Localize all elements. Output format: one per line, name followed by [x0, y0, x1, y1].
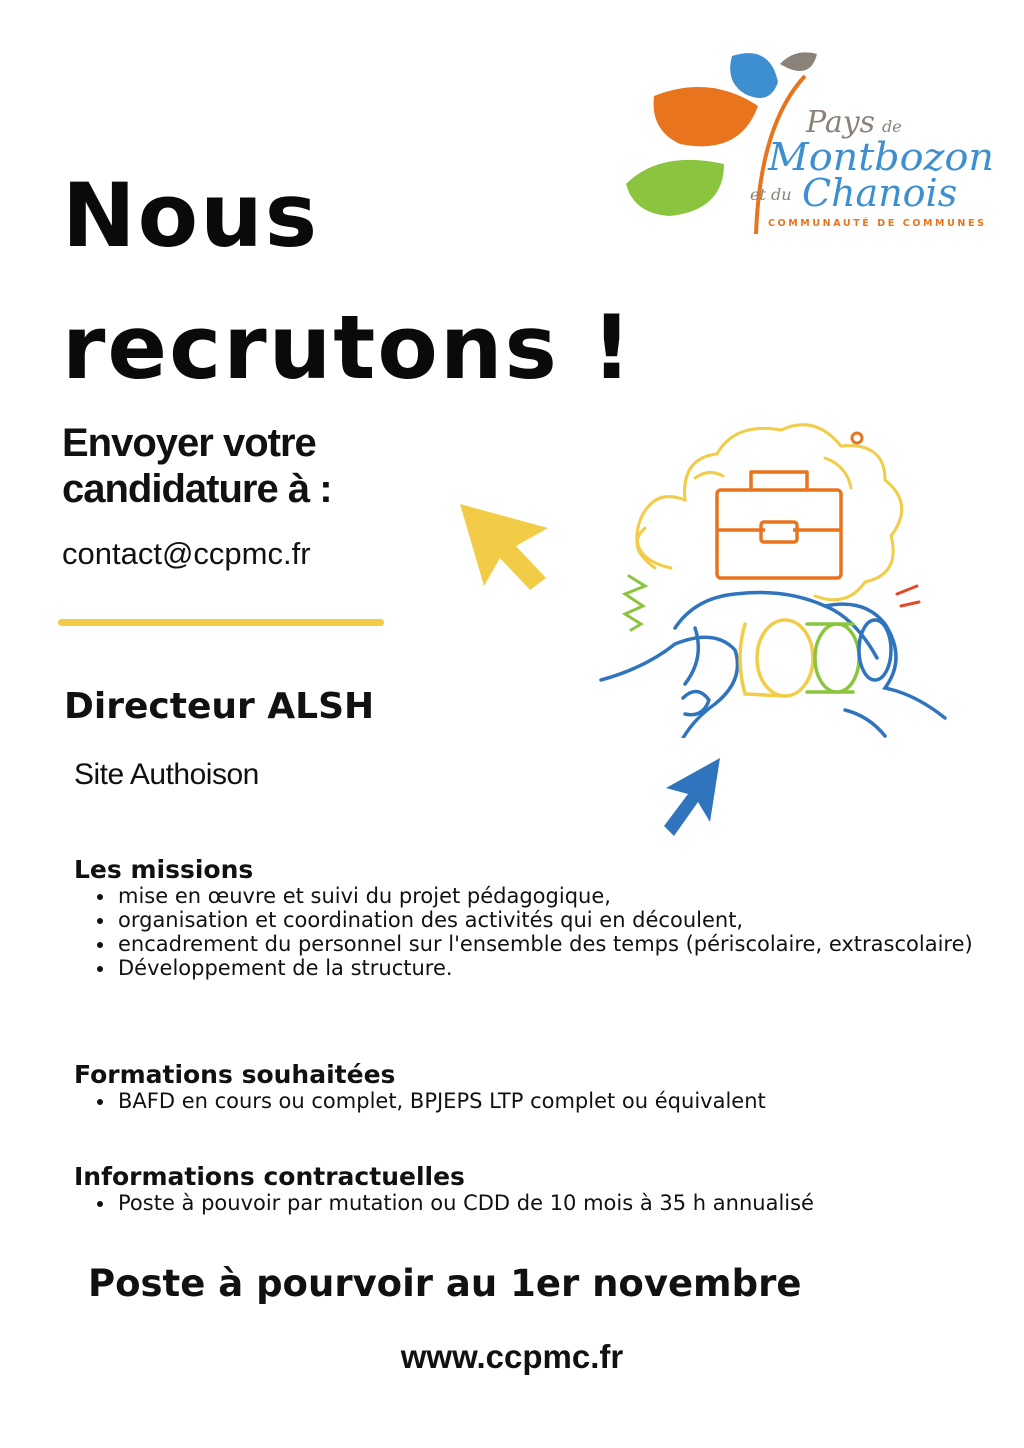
logo-blue-leaf	[730, 53, 778, 98]
list-item: • Poste à pouvoir par mutation ou CDD de 10 mois à 35 h annualisé	[116, 1191, 974, 1215]
list-item: • mise en œuvre et suivi du projet pédagogique,	[116, 884, 974, 908]
list-item: • encadrement du personnel sur l'ensemble des temps (périscolaire, extrascolaire)	[116, 932, 974, 956]
apply-heading: Envoyer votre candidature à :	[62, 421, 332, 511]
list-item: • organisation et coordination des activités qui en découlent,	[116, 908, 974, 932]
logo-line2: Montbozon	[766, 135, 994, 179]
briefcase-hands-illustration	[585, 418, 965, 738]
logo-grey-leaf	[780, 52, 817, 71]
list-item: • BAFD en cours ou complet, BPJEPS LTP complet ou équivalent	[116, 1089, 974, 1113]
hands-icon	[601, 593, 945, 739]
logo-line1: Pays	[806, 105, 876, 140]
start-date: Poste à pourvoir au 1er novembre	[88, 1262, 802, 1305]
training-section	[74, 1060, 974, 1113]
contract-list	[74, 1191, 974, 1215]
job-title: Directeur ALSH	[64, 686, 375, 727]
section-heading: Les missions	[74, 855, 254, 884]
section-heading: Formations souhaitées	[74, 1060, 396, 1089]
list-item: • Développement de la structure.	[116, 956, 974, 980]
section-heading: Informations contractuelles	[74, 1162, 465, 1191]
briefcase-icon	[717, 472, 841, 578]
accent-lines-left	[625, 576, 645, 630]
logo-line1-small: de	[882, 117, 902, 136]
dot-icon	[852, 433, 862, 443]
accent-lines-right	[897, 586, 919, 606]
job-site: Site Authoison	[74, 758, 259, 791]
cloud-shape	[637, 425, 902, 600]
logo-tagline: COMMUNAUTÉ DE COMMUNES	[768, 218, 987, 229]
logo-line3: Chanois	[802, 171, 958, 215]
missions-list	[74, 884, 974, 980]
logo-orange-leaf	[654, 87, 758, 146]
cursor-arrow-icon	[660, 752, 730, 844]
contract-section	[74, 1162, 974, 1215]
cursor-arrow-icon	[456, 498, 556, 593]
website-link[interactable]: www.ccpmc.fr	[400, 1338, 624, 1375]
contact-email[interactable]: contact@ccpmc.fr	[62, 536, 311, 571]
logo-line3-small: et du	[750, 185, 792, 204]
divider	[58, 619, 384, 626]
missions-section	[74, 855, 974, 980]
training-list	[74, 1089, 974, 1113]
page-title: Nous recrutons !	[62, 164, 634, 399]
